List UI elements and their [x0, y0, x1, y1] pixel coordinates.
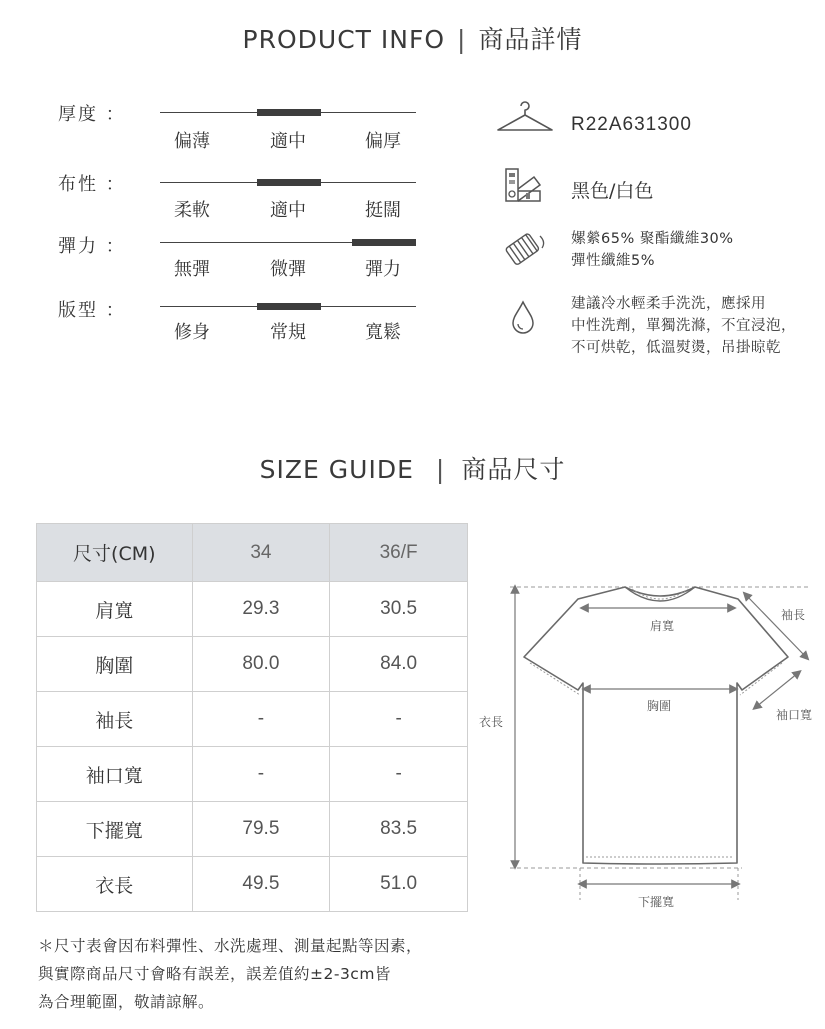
- table-header-cell: 34: [192, 524, 330, 582]
- scale-option: 柔軟: [174, 200, 210, 221]
- row-label: 下擺寬: [37, 802, 193, 857]
- row-label: 袖長: [37, 692, 193, 747]
- material-line: 嫘縈65% 聚酯纖維30%: [571, 231, 734, 247]
- product-info-title-en: PRODUCT INFO: [242, 25, 446, 54]
- table-cell: -: [192, 692, 330, 747]
- product-info-title: [0, 20, 825, 56]
- scale-selected-mark: [257, 179, 321, 186]
- product-code: R22A631300: [571, 114, 692, 135]
- diagram-label-body-length: 衣長: [479, 715, 504, 729]
- hanger-icon: [495, 98, 555, 136]
- table-cell: -: [330, 747, 468, 802]
- table-cell: -: [330, 692, 468, 747]
- table-row: [37, 692, 468, 747]
- note-line: ＊尺寸表會因布料彈性、水洗處理、測量起點等因素，: [38, 937, 423, 955]
- scale-option: 無彈: [174, 259, 210, 280]
- scale-option: 寬鬆: [365, 322, 401, 343]
- note-line: 為合理範圍，敬請諒解。: [38, 993, 215, 1011]
- table-header-cell: 尺寸(CM): [37, 524, 193, 582]
- scale-selected-mark: [257, 109, 321, 116]
- care-line: 中性洗劑，單獨洗滌，不宜浸泡，: [571, 318, 796, 334]
- table-cell: 30.5: [330, 582, 468, 637]
- table-cell: 83.5: [330, 802, 468, 857]
- table-cell: 29.3: [192, 582, 330, 637]
- care-line: 建議冷水輕柔手洗洗，應採用: [571, 296, 766, 312]
- water-drop-icon: [510, 300, 536, 334]
- scale-option: 修身: [174, 322, 210, 343]
- table-cell: -: [192, 747, 330, 802]
- scale-option: 彈力: [365, 259, 401, 280]
- scale-option: 適中: [270, 200, 306, 221]
- size-disclaimer-note: [38, 932, 478, 1016]
- size-guide-title-zh: 商品尺寸: [461, 455, 566, 484]
- scale-option: 挺闊: [365, 200, 401, 221]
- size-guide-title: [0, 450, 825, 486]
- scale-option: 常規: [270, 322, 306, 343]
- care-line: 不可烘乾，低溫熨燙，吊掛晾乾: [571, 340, 781, 356]
- attr-label: 布性 ：: [58, 174, 126, 195]
- colors: 黑色/白色: [571, 180, 654, 202]
- table-row: [37, 802, 468, 857]
- table-row: [37, 582, 468, 637]
- table-cell: 80.0: [192, 637, 330, 692]
- scale-selected-mark: [257, 303, 321, 310]
- care-instructions: [571, 293, 796, 359]
- table-row: [37, 747, 468, 802]
- table-cell: 51.0: [330, 857, 468, 912]
- table-cell: 79.5: [192, 802, 330, 857]
- table-cell: 84.0: [330, 637, 468, 692]
- diagram-label-sleeve-length: 袖長: [781, 608, 806, 622]
- diagram-label-hem-width: 下擺寬: [638, 895, 675, 909]
- table-row: [37, 637, 468, 692]
- title-separator: |: [457, 25, 467, 54]
- scale-option: 偏厚: [365, 131, 401, 152]
- color-swatch-icon: [504, 167, 544, 205]
- attr-label: 厚度 ：: [58, 104, 126, 125]
- attr-label: 彈力 ：: [58, 236, 126, 257]
- table-row: [37, 857, 468, 912]
- scale-option: 偏薄: [174, 131, 210, 152]
- title-separator: |: [435, 455, 446, 484]
- size-guide-title-en: SIZE GUIDE: [259, 455, 414, 484]
- row-label: 肩寬: [37, 582, 193, 637]
- diagram-label-cuff-width: 袖口寬: [776, 708, 813, 722]
- row-label: 胸圍: [37, 637, 193, 692]
- product-info-title-zh: 商品詳情: [478, 25, 583, 54]
- diagram-label-shoulder: 肩寬: [650, 619, 675, 633]
- table-header-row: [37, 524, 468, 582]
- material-line: 彈性纖維5%: [571, 253, 656, 269]
- size-table: [36, 523, 468, 912]
- scale-selected-mark: [352, 239, 416, 246]
- row-label: 袖口寬: [37, 747, 193, 802]
- scale-option: 微彈: [270, 259, 306, 280]
- diagram-label-chest: 胸圍: [647, 699, 672, 713]
- row-label: 衣長: [37, 857, 193, 912]
- table-cell: 49.5: [192, 857, 330, 912]
- thread-spool-icon: [500, 228, 548, 268]
- note-line: 與實際商品尺寸會略有誤差，誤差值約±2-3cm皆: [38, 965, 391, 983]
- attr-label: 版型 ：: [58, 300, 126, 321]
- material-composition: [571, 228, 734, 272]
- table-header-cell: 36/F: [330, 524, 468, 582]
- scale-option: 適中: [270, 131, 306, 152]
